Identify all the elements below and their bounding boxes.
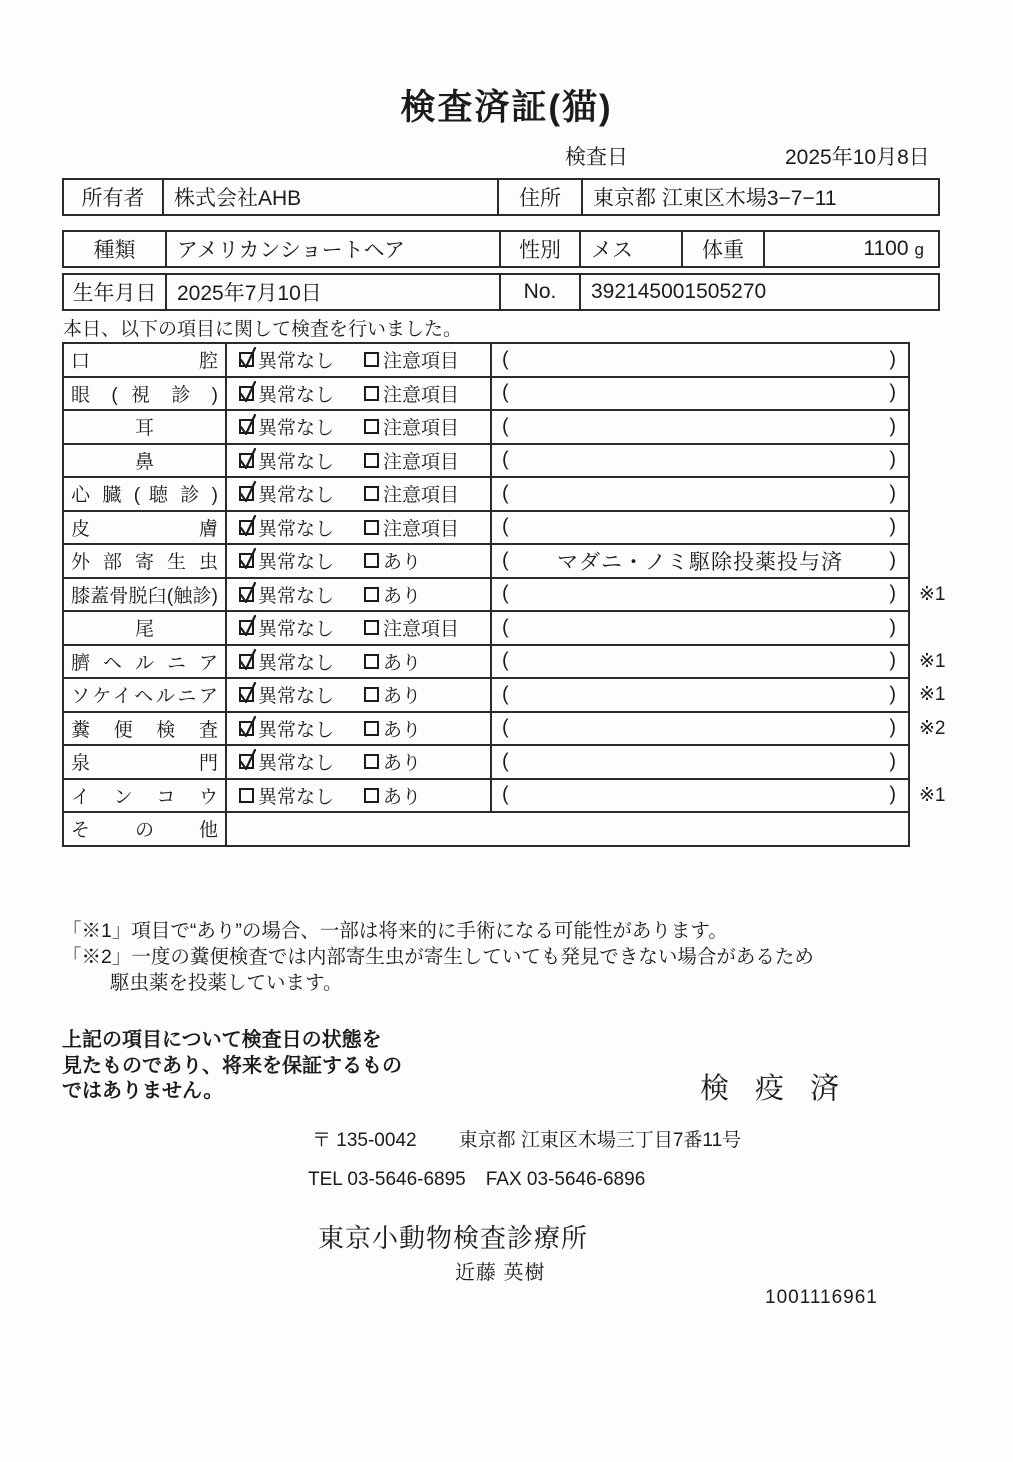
check-options-cell xyxy=(226,712,491,746)
exam-item-label: 皮 膚 xyxy=(63,511,226,545)
reference-mark xyxy=(909,343,947,377)
pet-info-table-1 xyxy=(62,230,940,268)
checkbox-unchecked-icon xyxy=(364,486,379,501)
sex-value: メス xyxy=(580,231,682,267)
no-abnormality-option xyxy=(239,648,334,675)
remark-text: マダニ・ノミ駆除投薬投与済 xyxy=(557,550,843,574)
exam-item-label: 眼 ( 視 診 ) xyxy=(63,377,226,411)
reference-mark: ※1 xyxy=(919,583,946,605)
checkbox-checked-icon xyxy=(239,352,254,367)
remarks-cell xyxy=(491,477,909,511)
checkbox-label: あり xyxy=(383,786,422,808)
checkbox-label: 注意項目 xyxy=(383,384,460,406)
checkbox-label: あり xyxy=(383,585,422,607)
checkbox-checked-icon xyxy=(239,553,254,568)
checkbox-label: 注意項目 xyxy=(383,418,460,440)
checkbox-label: 異常なし xyxy=(258,753,335,775)
pet-info-table-2 xyxy=(62,273,940,311)
exam-item-label: 泉 門 xyxy=(63,745,226,779)
paren-open: ( xyxy=(502,716,509,739)
checkbox-checked-icon xyxy=(239,721,254,736)
birthdate-value: 2025年7月10日 xyxy=(166,274,500,310)
exam-item-label: 外 部 寄 生 虫 xyxy=(63,544,226,578)
reference-mark: ※2 xyxy=(919,717,946,739)
abnormal-option xyxy=(364,480,459,507)
checkbox-checked-icon xyxy=(239,486,254,501)
no-abnormality-option xyxy=(239,614,334,641)
abnormal-option xyxy=(364,614,459,641)
check-options-cell xyxy=(226,611,491,645)
reference-mark xyxy=(909,444,947,478)
paren-close: ) xyxy=(889,482,896,505)
breed-label: 種類 xyxy=(63,231,166,267)
checkbox-unchecked-icon xyxy=(364,587,379,602)
checklist-row xyxy=(63,477,947,511)
checkbox-checked-icon xyxy=(239,453,254,468)
pet-row-2 xyxy=(63,274,939,310)
postal-code: 〒 135-0042 xyxy=(312,1130,417,1151)
checkbox-label: 異常なし xyxy=(258,451,335,473)
exam-item-label: そ の 他 xyxy=(63,812,226,846)
checkbox-unchecked-icon xyxy=(364,553,379,568)
checkbox-checked-icon xyxy=(239,754,254,769)
paren-open: ( xyxy=(502,783,509,806)
veterinarian-name: 近藤 英樹 xyxy=(455,1262,546,1284)
other-findings-cell xyxy=(226,812,909,846)
owner-label: 所有者 xyxy=(63,179,163,215)
reference-mark: ※1 xyxy=(919,784,946,806)
checkbox-label: 注意項目 xyxy=(383,451,460,473)
paren-open: ( xyxy=(502,649,509,672)
checklist-row xyxy=(63,611,947,645)
abnormal-option xyxy=(364,715,421,742)
page-title: 検査済証(猫) xyxy=(400,88,613,127)
remarks-cell xyxy=(491,678,909,712)
check-options-cell xyxy=(226,511,491,545)
checklist-row xyxy=(63,511,947,545)
reference-mark xyxy=(909,511,947,545)
exam-item-label: イ ン コ ウ xyxy=(63,779,226,813)
no-abnormality-option xyxy=(239,581,334,608)
checkbox-label: 注意項目 xyxy=(383,351,460,373)
check-options-cell xyxy=(226,377,491,411)
exam-item-label: 尾 xyxy=(63,611,226,645)
checkbox-checked-icon xyxy=(239,654,254,669)
exam-item-label: 口 腔 xyxy=(63,343,226,377)
no-abnormality-option xyxy=(239,480,334,507)
inspection-date-value: 2025年10月8日 xyxy=(785,146,930,169)
remarks-cell xyxy=(491,410,909,444)
checkbox-label: あり xyxy=(383,719,422,741)
checkbox-label: あり xyxy=(383,686,422,708)
checkbox-label: 異常なし xyxy=(258,384,335,406)
reference-mark xyxy=(909,377,947,411)
remarks-cell xyxy=(491,444,909,478)
reference-mark xyxy=(909,410,947,444)
checkbox-label: あり xyxy=(383,753,422,775)
disclaimer-line-2: 見たものであり、将来を保証するもの xyxy=(62,1054,402,1077)
checklist-row xyxy=(63,645,947,679)
breed-value: アメリカンショートヘア xyxy=(166,231,500,267)
number-label: No. xyxy=(500,274,580,310)
paren-open: ( xyxy=(502,381,509,404)
paren-open: ( xyxy=(502,515,509,538)
checkbox-label: 注意項目 xyxy=(383,518,460,540)
footnotes xyxy=(62,918,814,996)
reference-mark xyxy=(909,544,947,578)
paren-close: ) xyxy=(889,515,896,538)
paren-open: ( xyxy=(502,415,509,438)
clinic-phone-line xyxy=(308,1169,645,1191)
exam-item-label: ソケイヘルニア xyxy=(63,678,226,712)
abnormal-option xyxy=(364,447,459,474)
paren-close: ) xyxy=(889,716,896,739)
checkbox-checked-icon xyxy=(239,587,254,602)
check-options-cell xyxy=(226,410,491,444)
quarantine-stamp: 検 疫 済 xyxy=(700,1073,849,1105)
owner-row xyxy=(63,179,939,215)
intro-text: 本日、以下の項目に関して検査を行いました。 xyxy=(63,319,463,340)
remarks-cell xyxy=(491,544,909,578)
clinic-address: 東京都 江東区木場三丁目7番11号 xyxy=(458,1130,742,1151)
checkbox-unchecked-icon xyxy=(364,419,379,434)
exam-item-label: 心 臓 ( 聴 診 ) xyxy=(63,477,226,511)
check-options-cell xyxy=(226,477,491,511)
paren-close: ) xyxy=(889,582,896,605)
paren-close: ) xyxy=(889,649,896,672)
abnormal-option xyxy=(364,380,459,407)
disclaimer-text xyxy=(62,1028,402,1105)
checkbox-unchecked-icon xyxy=(364,520,379,535)
paren-close: ) xyxy=(889,683,896,706)
checkbox-label: 異常なし xyxy=(258,585,335,607)
sex-label: 性別 xyxy=(500,231,580,267)
checkbox-checked-icon xyxy=(239,620,254,635)
checkbox-unchecked-icon xyxy=(364,453,379,468)
exam-item-label: 鼻 xyxy=(63,444,226,478)
abnormal-option xyxy=(364,413,459,440)
checklist-row xyxy=(63,578,947,612)
checklist-row xyxy=(63,410,947,444)
checkbox-unchecked-icon xyxy=(364,754,379,769)
fax-number: FAX 03-5646-6896 xyxy=(485,1169,646,1190)
no-abnormality-option xyxy=(239,514,334,541)
reference-mark: ※1 xyxy=(919,650,946,672)
weight-value: 1100 xyxy=(863,237,909,260)
checklist-row xyxy=(63,678,947,712)
abnormal-option xyxy=(364,748,421,775)
check-options-cell xyxy=(226,779,491,813)
tel-number: TEL 03-5646-6895 xyxy=(308,1169,466,1190)
remarks-cell xyxy=(491,511,909,545)
checklist-row xyxy=(63,745,947,779)
remarks-cell xyxy=(491,645,909,679)
disclaimer-line-1: 上記の項目について検査日の状態を xyxy=(62,1029,382,1051)
checkbox-unchecked-icon xyxy=(364,386,379,401)
abnormal-option xyxy=(364,581,421,608)
no-abnormality-option xyxy=(239,748,334,775)
reference-mark xyxy=(909,745,947,779)
checklist-row xyxy=(63,343,947,377)
abnormal-option xyxy=(364,346,459,373)
checkbox-checked-icon xyxy=(239,386,254,401)
no-abnormality-option xyxy=(239,715,334,742)
clinic-name: 東京小動物検査診療所 xyxy=(318,1223,589,1253)
reference-mark xyxy=(909,812,947,846)
checkbox-label: あり xyxy=(383,652,422,674)
footnote-2-continued: 駆虫薬を投薬しています。 xyxy=(110,972,343,994)
paren-open: ( xyxy=(502,448,509,471)
remarks-cell xyxy=(491,745,909,779)
pet-row-1 xyxy=(63,231,939,267)
number-value: 392145001505270 xyxy=(580,274,939,310)
checkbox-checked-icon xyxy=(239,687,254,702)
paren-close: ) xyxy=(889,348,896,371)
checklist-row xyxy=(63,544,947,578)
paren-open: ( xyxy=(502,683,509,706)
checkbox-label: 異常なし xyxy=(258,418,335,440)
checkbox-label: 異常なし xyxy=(258,652,335,674)
checkbox-label: 異常なし xyxy=(258,485,335,507)
paren-close: ) xyxy=(889,783,896,806)
no-abnormality-option xyxy=(239,346,334,373)
weight-value-cell xyxy=(764,231,939,267)
inspection-date-label: 検査日 xyxy=(565,146,628,169)
weight-unit: g xyxy=(914,240,924,259)
birthdate-label: 生年月日 xyxy=(63,274,166,310)
paren-open: ( xyxy=(502,616,509,639)
checkbox-checked-icon xyxy=(239,520,254,535)
checklist-row xyxy=(63,712,947,746)
checkbox-label: 異常なし xyxy=(258,786,335,808)
checkbox-unchecked-icon xyxy=(364,788,379,803)
check-options-cell xyxy=(226,578,491,612)
checkbox-checked-icon xyxy=(239,419,254,434)
paren-close: ) xyxy=(889,616,896,639)
no-abnormality-option xyxy=(239,413,334,440)
no-abnormality-option xyxy=(239,782,334,809)
checkbox-unchecked-icon xyxy=(364,352,379,367)
reference-mark: ※1 xyxy=(919,684,946,706)
checkbox-label: 異常なし xyxy=(258,351,335,373)
reference-mark xyxy=(909,477,947,511)
checklist-row xyxy=(63,444,947,478)
abnormal-option xyxy=(364,648,421,675)
remarks-cell xyxy=(491,712,909,746)
checkbox-label: 注意項目 xyxy=(383,485,460,507)
remarks-cell xyxy=(491,343,909,377)
check-options-cell xyxy=(226,544,491,578)
checkbox-unchecked-icon xyxy=(239,788,254,803)
remarks-cell xyxy=(491,779,909,813)
paren-open: ( xyxy=(502,750,509,773)
checkbox-unchecked-icon xyxy=(364,687,379,702)
checklist-row xyxy=(63,812,947,846)
paren-close: ) xyxy=(889,448,896,471)
clinic-address-line xyxy=(312,1125,741,1152)
footnote-1: 「※1」項目で“あり”の場合、一部は将来的に手術になる可能性があります。 xyxy=(62,920,728,942)
checkbox-label: 異常なし xyxy=(258,686,335,708)
exam-item-label: 膝蓋骨脱臼(触診) xyxy=(63,578,226,612)
no-abnormality-option xyxy=(239,681,334,708)
remarks-cell xyxy=(491,377,909,411)
document-number: 1001116961 xyxy=(765,1287,878,1308)
checkbox-unchecked-icon xyxy=(364,721,379,736)
paren-close: ) xyxy=(889,381,896,404)
checkbox-label: 異常なし xyxy=(258,619,335,641)
checkbox-unchecked-icon xyxy=(364,620,379,635)
checklist-row xyxy=(63,377,947,411)
paren-close: ) xyxy=(889,549,896,572)
exam-item-label: 耳 xyxy=(63,410,226,444)
check-options-cell xyxy=(226,678,491,712)
abnormal-option xyxy=(364,514,459,541)
checkbox-label: 注意項目 xyxy=(383,619,460,641)
exam-item-label: 臍 ヘ ル ニ ア xyxy=(63,645,226,679)
checklist-row xyxy=(63,779,947,813)
address-label: 住所 xyxy=(498,179,582,215)
no-abnormality-option xyxy=(239,447,334,474)
no-abnormality-option xyxy=(239,547,334,574)
owner-value: 株式会社AHB xyxy=(163,179,498,215)
exam-item-label: 糞 便 検 査 xyxy=(63,712,226,746)
abnormal-option xyxy=(364,681,421,708)
check-options-cell xyxy=(226,444,491,478)
checkbox-label: 異常なし xyxy=(258,518,335,540)
weight-label: 体重 xyxy=(682,231,764,267)
exam-checklist-table xyxy=(62,342,948,847)
no-abnormality-option xyxy=(239,380,334,407)
checkbox-label: あり xyxy=(383,552,422,574)
checklist-body xyxy=(63,343,947,846)
paren-open: ( xyxy=(502,582,509,605)
check-options-cell xyxy=(226,745,491,779)
checkbox-label: 異常なし xyxy=(258,719,335,741)
check-options-cell xyxy=(226,343,491,377)
paren-close: ) xyxy=(889,415,896,438)
remarks-cell xyxy=(491,578,909,612)
check-options-cell xyxy=(226,645,491,679)
abnormal-option xyxy=(364,547,421,574)
abnormal-option xyxy=(364,782,421,809)
owner-table xyxy=(62,178,940,216)
disclaimer-line-3: ではありません。 xyxy=(62,1080,224,1102)
paren-open: ( xyxy=(502,549,509,572)
footnote-2: 「※2」一度の糞便検査では内部寄生虫が寄生していても発見できない場合があるため xyxy=(62,946,814,968)
remarks-cell xyxy=(491,611,909,645)
checkbox-label: 異常なし xyxy=(258,552,335,574)
checkbox-unchecked-icon xyxy=(364,654,379,669)
paren-close: ) xyxy=(889,750,896,773)
paren-open: ( xyxy=(502,482,509,505)
reference-mark xyxy=(909,611,947,645)
paren-open: ( xyxy=(502,348,509,371)
address-value: 東京都 江東区木場3−7−11 xyxy=(582,179,939,215)
